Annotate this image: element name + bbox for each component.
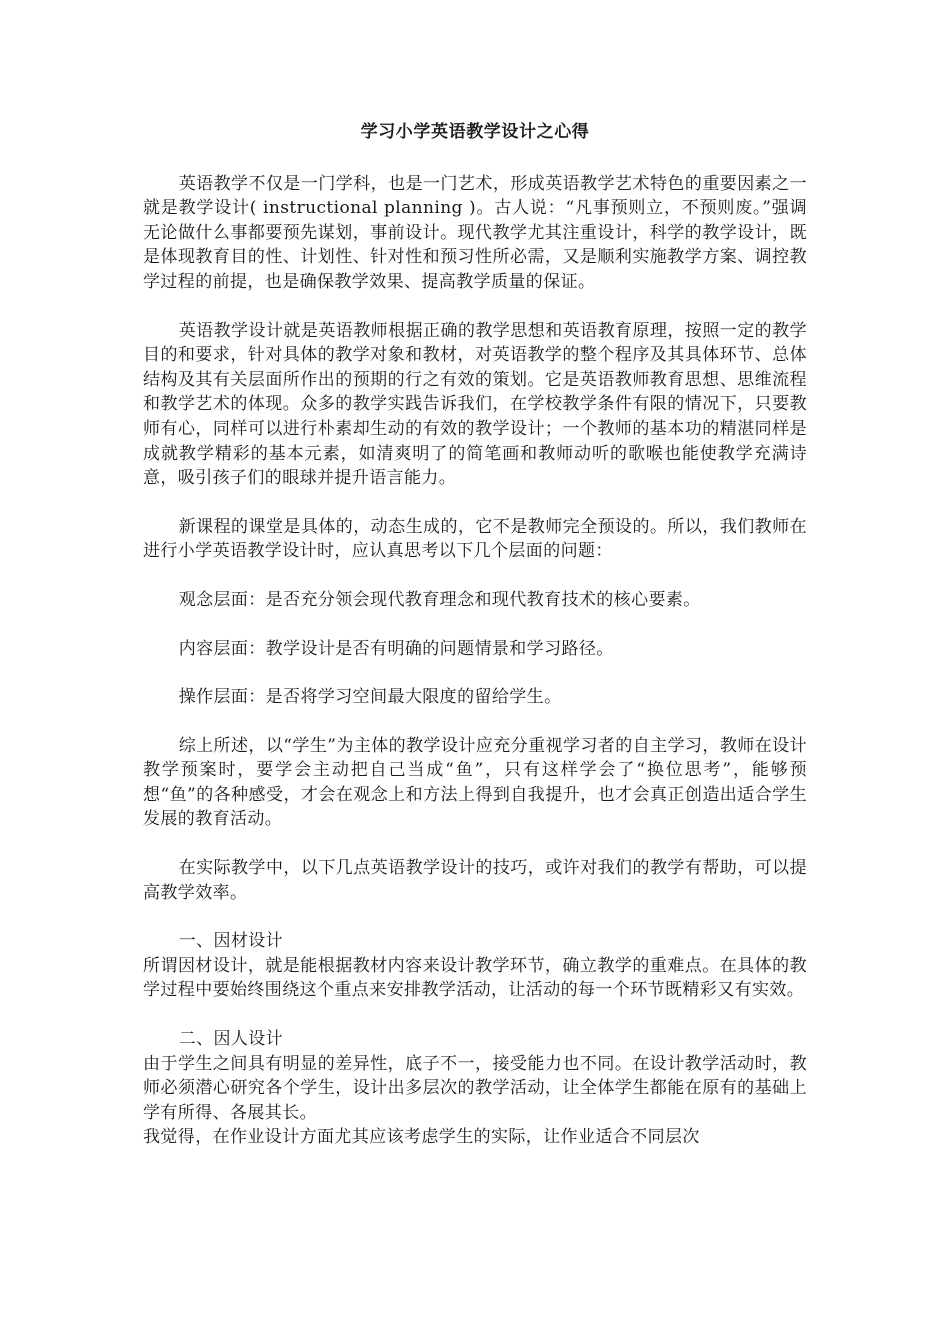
- section-body-homework: 我觉得，在作业设计方面尤其应该考虑学生的实际，让作业适合不同层次: [143, 1127, 700, 1148]
- paragraph-concept-level: 观念层面：是否充分领会现代教育理念和现代教育技术的核心要素。: [178, 589, 701, 610]
- paragraph-intro: 英语教学不仅是一门学科，也是一门艺术，形成英语教学艺术特色的重要因素之一就是教学设计( instructional planning )。古人说：“凡事预则立，不预则废。”强调无论做什么事都要预先谋划，事前设计。现代教学尤其注重设计，科学的教学设计，既是体现教育目的性、计划性、针对性和预习性所必需，又是顺利实施教学方案、调控教学过程的前提，也是确保教学效果、提高教学质量的保证。: [143, 173, 807, 292]
- document-page: [143, 120, 807, 1150]
- section-heading-student: 二、因人设计: [178, 1029, 284, 1050]
- paragraph-operation-level: 操作层面：是否将学习空间最大限度的留给学生。: [178, 687, 562, 708]
- section-heading-material: 一、因材设计: [178, 931, 284, 952]
- document-title: 学习小学英语教学设计之心得: [360, 122, 590, 142]
- paragraph-techniques: 在实际教学中，以下几点英语教学设计的技巧，或许对我们的教学有帮助，可以提高教学效率。: [143, 858, 807, 903]
- paragraph-new-curriculum: 新课程的课堂是具体的，动态生成的，它不是教师完全预设的。所以，我们教师在进行小学英语教学设计时，应认真思考以下几个层面的问题：: [143, 516, 807, 562]
- paragraph-content-level: 内容层面：教学设计是否有明确的问题情景和学习路径。: [178, 638, 614, 659]
- section-body-student: 由于学生之间具有明显的差异性，底子不一，接受能力也不同。在设计教学活动时，教师必须潜心研究各个学生，设计出多层次的教学活动，让全体学生都能在原有的基础上学有所得、各展其长。: [143, 1053, 807, 1123]
- paragraph-definition: 英语教学设计就是英语教师根据正确的教学思想和英语教育原理，按照一定的教学目的和要求，针对具体的教学对象和教材，对英语教学的整个程序及其具体环节、总体结构及其有关层面所作出的预期的行之有效的策划。它是英语教师教育思想、思维流程和教学艺术的体现。众多的教学实践告诉我们，在学校教学条件有限的情况下，只要教师有心，同样可以进行朴素却生动的有效的教学设计；一个教师的基本功的精湛同样是成就教学精彩的基本元素，如清爽明了的简笔画和教师动听的歌喉也能使教学充满诗意，吸引孩子们的眼球并提升语言能力。: [143, 320, 807, 489]
- section-body-material: 所谓因材设计，就是能根据教材内容来设计教学环节，确立教学的重难点。在具体的教学过程中要始终围绕这个重点来安排教学活动，让活动的每一个环节既精彩又有实效。: [143, 955, 807, 1001]
- paragraph-summary: 综上所述，以“学生”为主体的教学设计应充分重视学习者的自主学习，教师在设计教学预案时，要学会主动把自己当成“鱼”，只有这样学会了“换位思考”，能够预想“鱼”的各种感受，才会在观念上和方法上得到自我提升，也才会真正创造出适合学生发展的教育活动。: [143, 735, 807, 830]
